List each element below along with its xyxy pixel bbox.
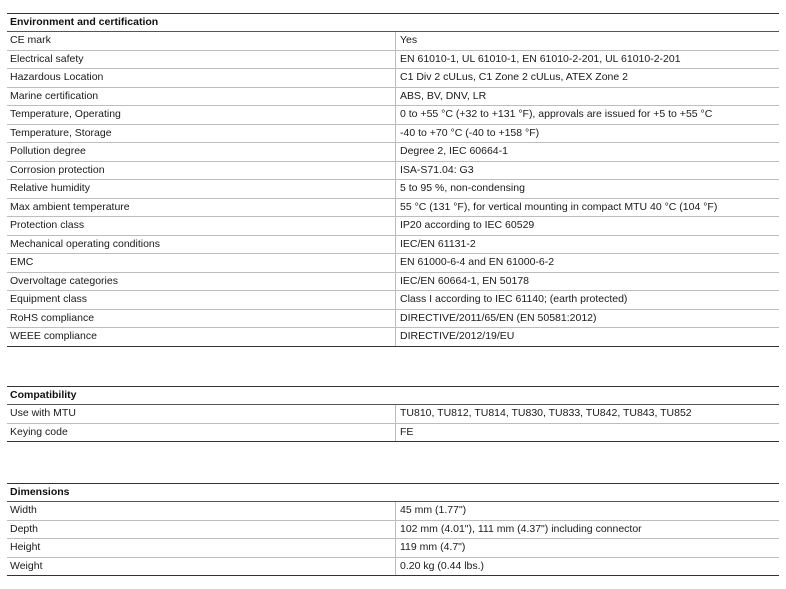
table-row bbox=[7, 217, 779, 236]
row-value: 102 mm (4.01"), 111 mm (4.37") including connector bbox=[395, 521, 779, 539]
row-label: CE mark bbox=[10, 34, 51, 46]
row-label: Electrical safety bbox=[10, 52, 84, 65]
row-label: Width bbox=[10, 504, 37, 516]
row-value: DIRECTIVE/2012/19/EU bbox=[395, 328, 779, 346]
row-label: Mechanical operating conditions bbox=[10, 237, 161, 250]
row-value: Class I according to IEC 61140; (earth protected) bbox=[395, 291, 779, 309]
section-title: Environment and certification bbox=[7, 13, 779, 32]
row-label: Use with MTU bbox=[10, 407, 76, 419]
row-label: Temperature, Operating bbox=[10, 108, 121, 120]
row-label: Pollution degree bbox=[10, 145, 86, 157]
section-title: Dimensions bbox=[7, 483, 779, 502]
row-value: 0.20 kg (0.44 lbs.) bbox=[395, 558, 779, 576]
row-label: Height bbox=[10, 541, 41, 553]
table-row bbox=[7, 143, 779, 162]
row-value: Yes bbox=[395, 32, 779, 50]
table-row bbox=[7, 521, 779, 540]
table-row bbox=[7, 424, 779, 443]
row-value: C1 Div 2 cULus, C1 Zone 2 cULus, ATEX Zone 2 bbox=[395, 69, 779, 87]
dimensions-table bbox=[7, 483, 779, 576]
row-value: Degree 2, IEC 60664-1 bbox=[395, 143, 779, 161]
row-value: 0 to +55 °C (+32 to +131 °F), approvals are issued for +5 to +55 °C bbox=[395, 106, 779, 124]
row-label: Hazardous Location bbox=[10, 71, 104, 83]
row-value: FE bbox=[395, 424, 779, 442]
table-row bbox=[7, 69, 779, 88]
table-row bbox=[7, 162, 779, 181]
table-row bbox=[7, 558, 779, 577]
row-value: ABS, BV, DNV, LR bbox=[395, 88, 779, 106]
table-row bbox=[7, 405, 779, 424]
row-label: Keying code bbox=[10, 425, 68, 438]
row-value: EN 61000-6-4 and EN 61000-6-2 bbox=[395, 254, 779, 272]
row-label: RoHS compliance bbox=[10, 311, 95, 324]
section-title: Compatibility bbox=[7, 386, 779, 405]
table-body bbox=[7, 502, 779, 576]
table-row bbox=[7, 310, 779, 329]
row-label: Temperature, Storage bbox=[10, 126, 112, 139]
row-label: Overvoltage categories bbox=[10, 274, 118, 287]
row-value: 119 mm (4.7") bbox=[395, 539, 779, 557]
table-row bbox=[7, 106, 779, 125]
row-value: EN 61010-1, UL 61010-1, EN 61010-2-201, UL 61010-2-201 bbox=[395, 51, 779, 69]
row-value: -40 to +70 °C (-40 to +158 °F) bbox=[395, 125, 779, 143]
row-label: Weight bbox=[10, 559, 43, 572]
row-value: 45 mm (1.77") bbox=[395, 502, 779, 520]
table-row bbox=[7, 88, 779, 107]
row-label: EMC bbox=[10, 256, 34, 268]
row-label: Relative humidity bbox=[10, 182, 90, 194]
table-row bbox=[7, 291, 779, 310]
table-row bbox=[7, 328, 779, 347]
table-row bbox=[7, 539, 779, 558]
table-row bbox=[7, 273, 779, 292]
row-label: Corrosion protection bbox=[10, 163, 105, 176]
environment-certification-table bbox=[7, 13, 779, 347]
table-row bbox=[7, 51, 779, 70]
row-label: Marine certification bbox=[10, 89, 99, 102]
row-value: ISA-S71.04: G3 bbox=[395, 162, 779, 180]
table-row bbox=[7, 254, 779, 273]
compatibility-table bbox=[7, 386, 779, 442]
row-label: Depth bbox=[10, 522, 39, 535]
row-label: Max ambient temperature bbox=[10, 200, 130, 213]
table-row bbox=[7, 199, 779, 218]
table-row bbox=[7, 32, 779, 51]
table-body bbox=[7, 32, 779, 347]
row-value: IEC/EN 61131-2 bbox=[395, 236, 779, 254]
table-row bbox=[7, 236, 779, 255]
row-value: 55 °C (131 °F), for vertical mounting in compact MTU 40 °C (104 °F) bbox=[395, 199, 779, 217]
row-value: IP20 according to IEC 60529 bbox=[395, 217, 779, 235]
row-value: IEC/EN 60664-1, EN 50178 bbox=[395, 273, 779, 291]
table-body bbox=[7, 405, 779, 442]
row-label: Equipment class bbox=[10, 293, 88, 305]
row-value: TU810, TU812, TU814, TU830, TU833, TU842, TU843, TU852 bbox=[395, 405, 779, 423]
row-label: Protection class bbox=[10, 219, 85, 231]
table-row bbox=[7, 180, 779, 199]
table-row bbox=[7, 502, 779, 521]
row-value: 5 to 95 %, non-condensing bbox=[395, 180, 779, 198]
row-value: DIRECTIVE/2011/65/EN (EN 50581:2012) bbox=[395, 310, 779, 328]
table-row bbox=[7, 125, 779, 144]
row-label: WEEE compliance bbox=[10, 330, 97, 342]
